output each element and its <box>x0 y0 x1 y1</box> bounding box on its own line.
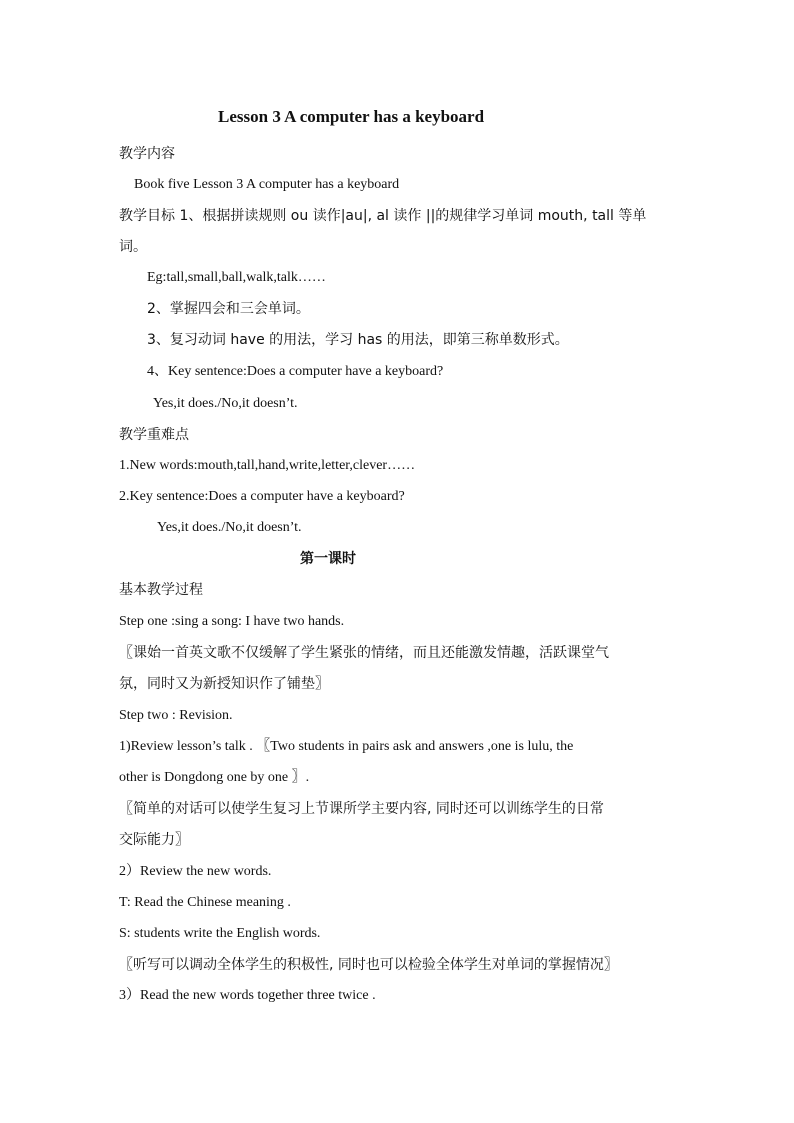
step-one: Step one :sing a song: I have two hands. <box>119 614 345 629</box>
note-1a: 〖课始一首英文歌不仅缓解了学生紧张的情绪，而且还能激发情趣，活跃课堂气 <box>119 645 609 661</box>
answer-line: Yes,it does./No,it doesn’t. <box>153 396 298 411</box>
objective-3: 3、复习动词 have 的用法，学习 has 的用法，即第三称单数形式。 <box>147 332 569 348</box>
section-heading-difficulties: 教学重难点 <box>119 427 189 443</box>
review-line-cont: other is Dongdong one by one 〗. <box>119 770 310 785</box>
lesson-period-heading: 第一课时 <box>300 551 356 567</box>
step-two: Step two : Revision. <box>119 708 233 723</box>
document-title: Lesson 3 A computer has a keyboard <box>218 107 485 126</box>
text-line: Book five Lesson 3 A computer has a keyboard <box>134 177 400 192</box>
note-3: 〖听写可以调动全体学生的积极性, 同时也可以检验全体学生对单词的掌握情况〗 <box>119 957 618 973</box>
note-1b: 氛，同时又为新授知识作了铺垫〗 <box>119 676 329 692</box>
students-line: S: students write the English words. <box>119 926 321 941</box>
new-words-line: 1.New words:mouth,tall,hand,write,letter,clever…… <box>119 458 416 473</box>
teacher-line: T: Read the Chinese meaning . <box>119 895 291 910</box>
note-2a: 〖简单的对话可以使学生复习上节课所学主要内容, 同时还可以训练学生的日常 <box>119 801 604 817</box>
review-line: 1)Review lesson’s talk . 〖Two students in pairs ask and answers ,one is lulu, the <box>119 739 574 754</box>
section-heading-process: 基本教学过程 <box>119 582 203 598</box>
objectives-line-cont: 词。 <box>119 239 147 255</box>
note-2b: 交际能力〗 <box>119 832 189 848</box>
objective-2: 2、掌握四会和三会单词。 <box>147 301 310 317</box>
answer-line-2: Yes,it does./No,it doesn’t. <box>157 520 302 535</box>
example-line: Eg:tall,small,ball,walk,talk…… <box>147 270 326 285</box>
review-words: 2）Review the new words. <box>119 864 272 879</box>
objectives-line: 教学目标 1、根据拼读规则 ou 读作|au|, al 读作 ||的规律学习单词 mouth, tall 等单 <box>119 208 647 224</box>
key-sentence-line: 2.Key sentence:Does a computer have a keyboard? <box>119 489 405 504</box>
read-words-line: 3）Read the new words together three twice . <box>119 988 376 1003</box>
objective-4: 4、Key sentence:Does a computer have a keyboard? <box>147 364 444 379</box>
section-heading-content: 教学内容 <box>119 146 175 162</box>
